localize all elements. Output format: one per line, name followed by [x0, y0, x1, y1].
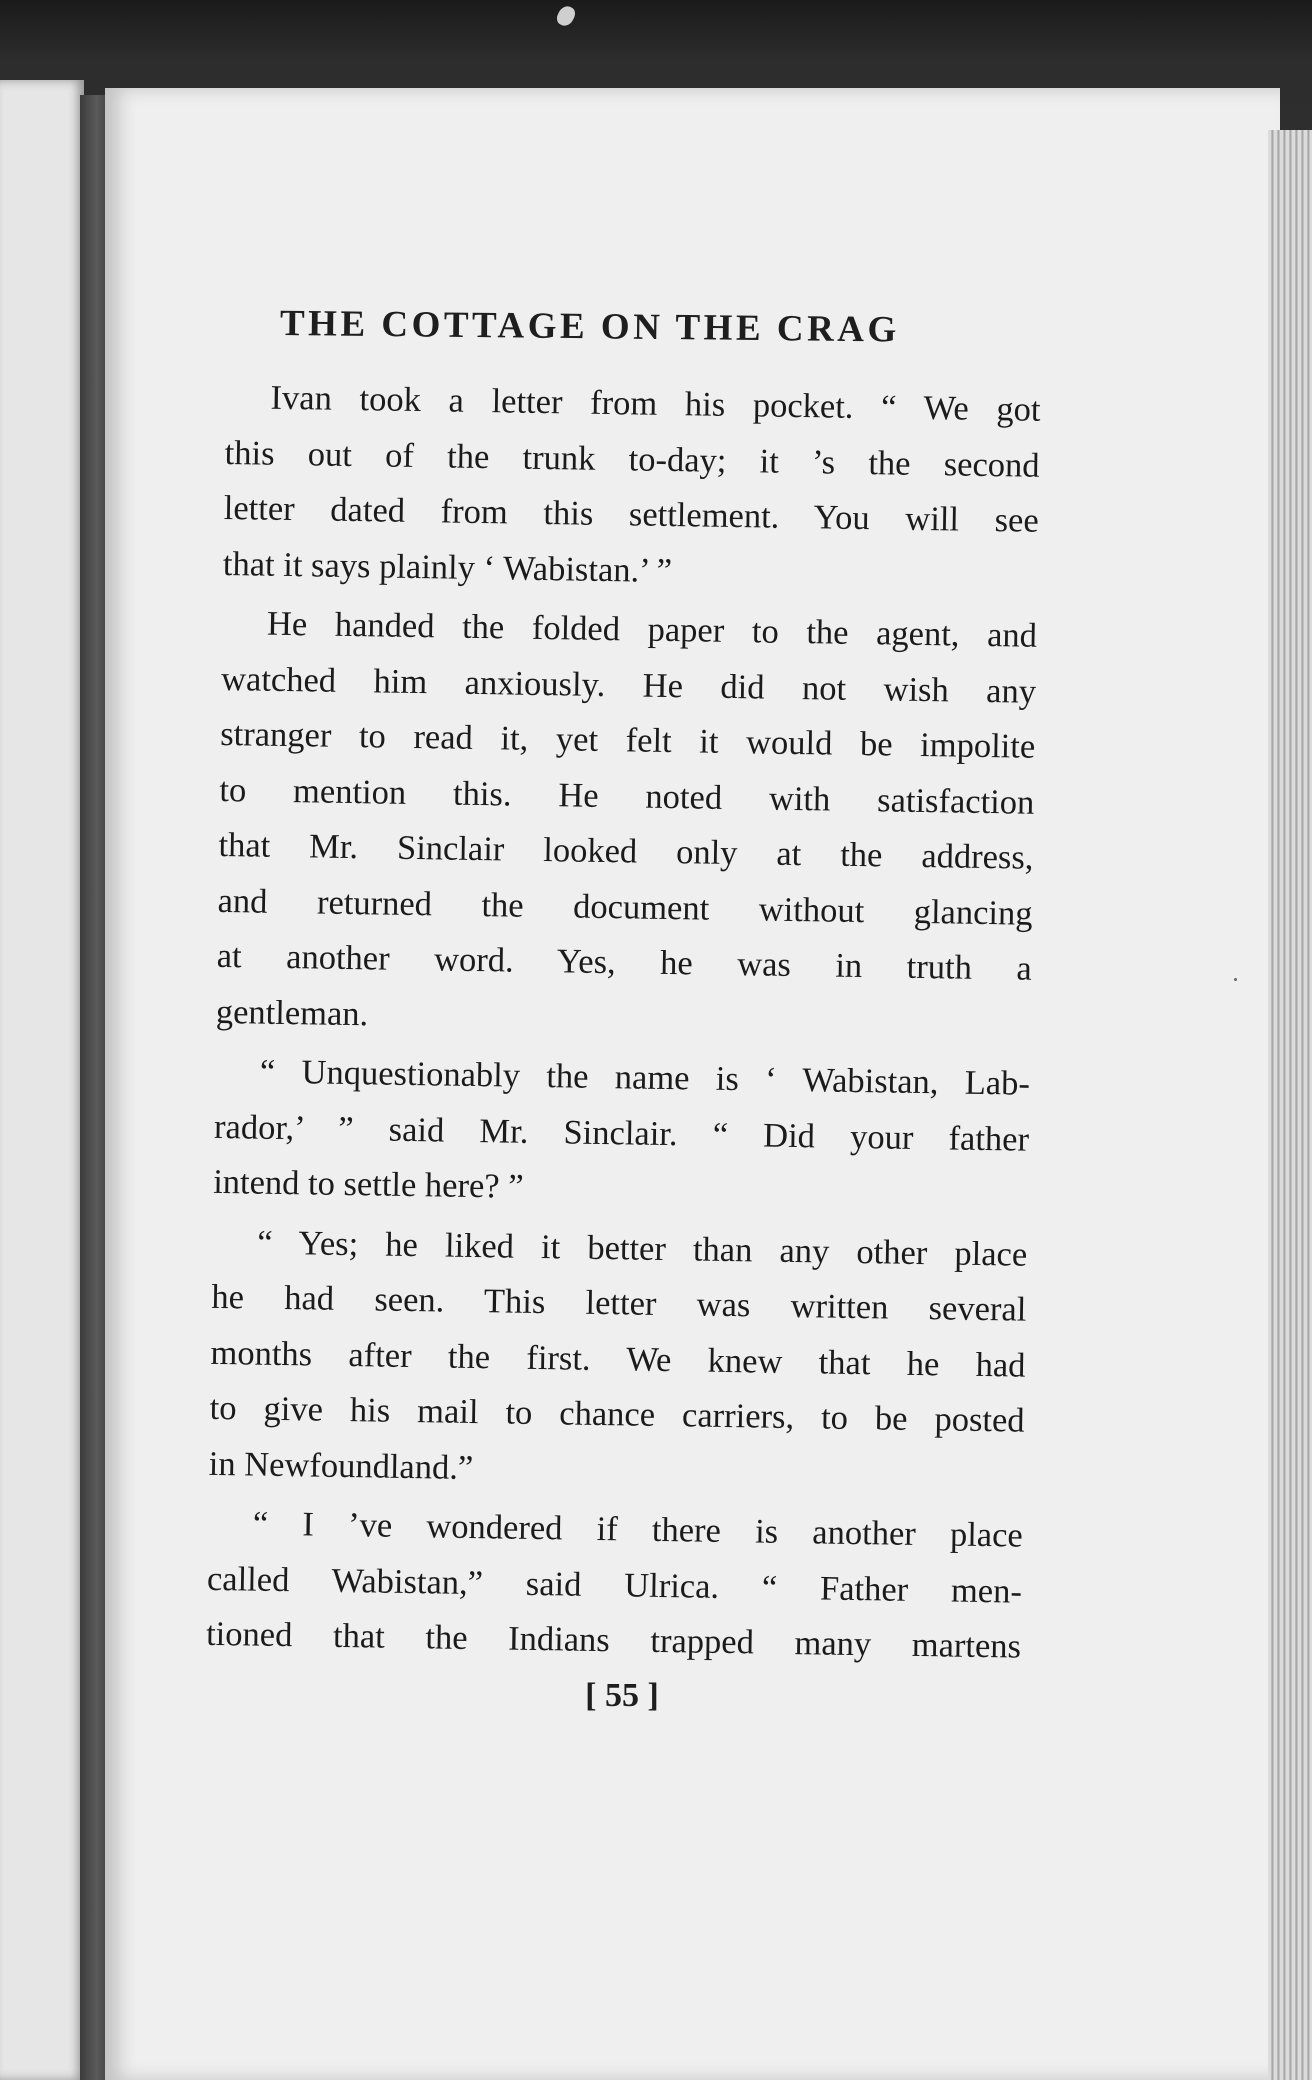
text-line: to mention this. He noted with satisfaction — [219, 770, 1035, 822]
scan-dot — [1234, 978, 1237, 981]
text-line: “ Yes; he liked it better than any other place — [257, 1223, 1028, 1274]
text-line: months after the first. We knew that he had — [210, 1333, 1026, 1385]
text-line: rador,’ ” said Mr. Sinclair. “ Did your father — [213, 1107, 1030, 1159]
text-line: “ Unquestionably the name is ‘ Wabistan, Lab- — [259, 1052, 1031, 1103]
text-line: He handed the folded paper to the agent, and — [266, 604, 1038, 655]
text-line: this out of the trunk to-day; it ’s the second — [224, 433, 1040, 485]
text-line: at another word. Yes, he was in truth a — [216, 936, 1032, 988]
text-line: watched him anxiously. He did not wish any — [220, 659, 1037, 711]
running-head: THE COTTAGE ON THE CRAG — [279, 303, 901, 351]
page-stack-edge — [1268, 130, 1312, 2080]
text-line: in Newfoundland.” — [208, 1444, 474, 1487]
text-line: that it says plainly ‘ Wabistan.’ ” — [222, 544, 673, 590]
text-line: letter dated from this settlement. You will see — [223, 488, 1040, 540]
text-line: he had seen. This letter was written several — [211, 1277, 1027, 1329]
text-line: to give his mail to chance carriers, to be posted — [209, 1388, 1025, 1440]
book-gutter — [80, 95, 108, 2080]
facing-page-edge — [0, 80, 84, 2080]
text-line: that Mr. Sinclair looked only at the address, — [218, 825, 1034, 877]
text-line: intend to settle here? ” — [212, 1162, 524, 1206]
text-line: and returned the document without glancing — [217, 881, 1033, 933]
text-line: gentleman. — [215, 992, 369, 1033]
text-line: stranger to read it, yet felt it would be impolite — [219, 714, 1036, 766]
page-number: [ 55 ] — [585, 1677, 659, 1714]
text-line: “ I ’ve wondered if there is another place — [252, 1504, 1024, 1555]
text-line: Ivan took a letter from his pocket. “ We got — [270, 378, 1041, 429]
body-text — [206, 370, 1041, 1675]
text-line: tioned that the Indians trapped many martens — [205, 1614, 1022, 1666]
text-line: called Wabistan,” said Ulrica. “ Father men- — [206, 1559, 1023, 1611]
